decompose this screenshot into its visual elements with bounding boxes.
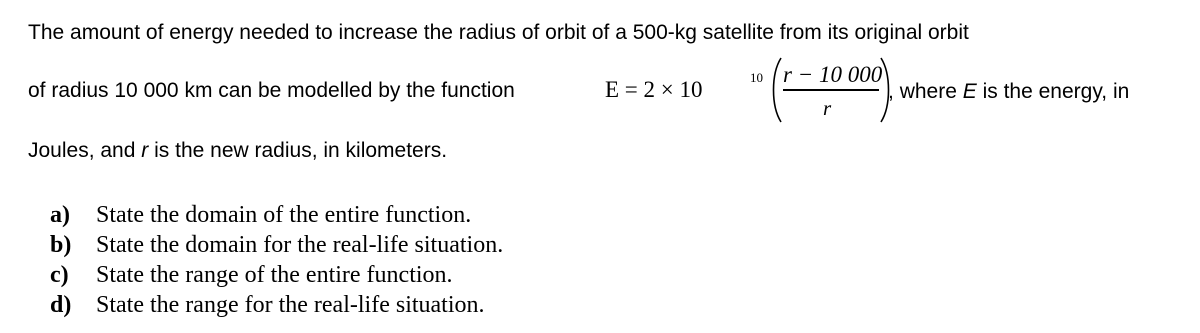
question-text: State the range of the entire function. [96,262,453,288]
question-text: State the domain for the real-life situation. [96,232,504,258]
problem-line-2 [28,80,515,101]
question-letter: b) [50,232,72,258]
energy-formula [605,56,895,126]
question-text: State the range for the real-life situation. [96,292,485,318]
formula-numerator: r − 10 000 [783,62,883,87]
formula-lhs: E = 2 × 10 [605,77,703,102]
formula-denominator: r [823,96,832,120]
left-paren-icon [769,56,783,124]
problem-line-3: Joules, and r is the new radius, in kilometers. [28,139,448,162]
problem-line-2-tail: , where E is the energy, in [888,80,1130,103]
question-letter: a) [50,202,70,228]
question-list [50,200,503,320]
formula-exponent: 10 [750,70,763,85]
fraction-bar [783,89,879,91]
question-letter: d) [50,292,72,318]
question-letter: c) [50,262,69,288]
problem-line-1: The amount of energy needed to increase the radius of orbit of a 500-kg satellite from its original orbit [28,21,969,44]
question-item [50,260,503,290]
question-text: State the domain of the entire function. [96,202,472,228]
question-item [50,200,503,230]
question-item [50,290,503,320]
question-item [50,230,503,260]
problem-line-2-lead: of radius 10 000 km can be modelled by the function [28,79,515,102]
